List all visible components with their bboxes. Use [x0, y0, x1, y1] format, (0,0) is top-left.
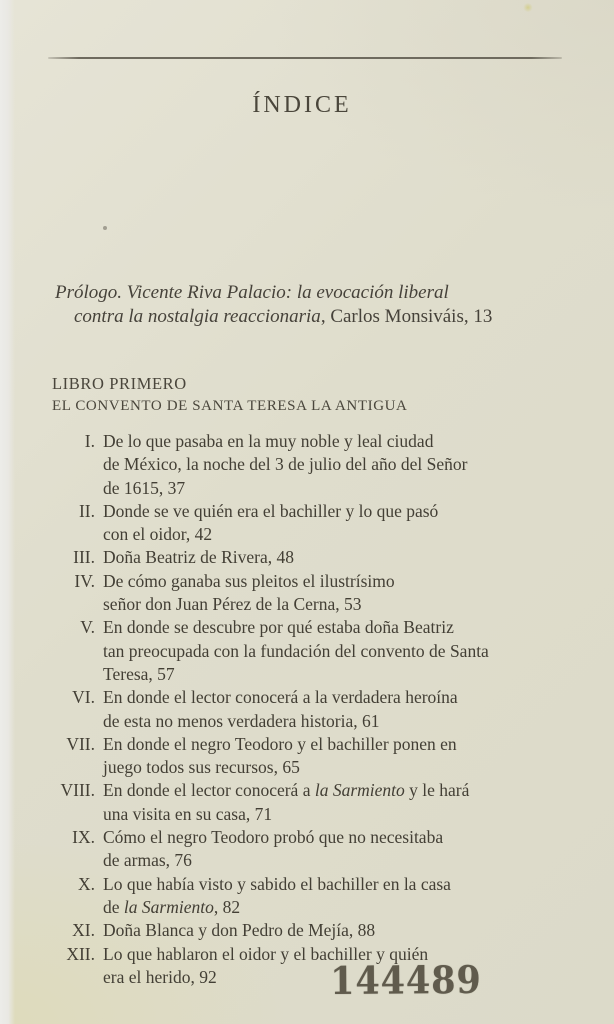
- chapter-lines: [103, 546, 580, 569]
- chapter-line: de la Sarmiento, 82: [103, 896, 241, 917]
- scan-edge-shadow: [0, 0, 15, 1024]
- toc-entry: [40, 546, 580, 569]
- toc-entry: [40, 570, 580, 617]
- chapter-lines: [103, 500, 580, 547]
- chapter-line: De cómo ganaba sus pleitos el ilustrísimo: [103, 570, 395, 591]
- chapter-lines: [103, 733, 580, 780]
- prologue-line: contra la nostalgia reaccionaria, Carlos Monsiváis, 13: [74, 305, 493, 327]
- chapter-numeral: IV.: [74, 570, 95, 591]
- book-label: LIBRO PRIMERO: [52, 374, 187, 393]
- chapter-numeral: VI.: [72, 687, 95, 708]
- chapter-list: [40, 430, 580, 989]
- chapter-line: Lo que había visto y sabido el bachiller en la casa: [103, 873, 451, 894]
- paper-speck-yellow: [523, 3, 533, 12]
- toc-entry: [40, 500, 580, 547]
- chapter-numeral: IX.: [72, 827, 95, 848]
- chapter-numeral: XII.: [66, 943, 95, 964]
- chapter-line: En donde el negro Teodoro y el bachiller ponen en: [103, 733, 457, 754]
- chapter-line: de armas, 76: [103, 850, 192, 871]
- chapter-numeral: VII.: [66, 733, 95, 754]
- chapter-line: tan preocupada con la fundación del convento de Santa: [103, 640, 489, 661]
- page-title: ÍNDICE: [252, 92, 352, 118]
- chapter-lines: [103, 826, 580, 873]
- chapter-lines: [103, 430, 580, 500]
- toc-entry: [40, 919, 580, 942]
- section-heading: [52, 372, 408, 419]
- chapter-line: Lo que hablaron el oidor y el bachiller y quién: [103, 943, 429, 964]
- chapter-line: juego todos sus recursos, 65: [103, 757, 300, 778]
- chapter-numeral: VIII.: [60, 780, 95, 801]
- chapter-line: una visita en su casa, 71: [103, 803, 273, 824]
- toc-entry: [40, 826, 580, 873]
- toc-entry: [40, 873, 580, 920]
- chapter-line: Donde se ve quién era el bachiller y lo que pasó: [103, 500, 439, 521]
- paper-speck-dust: [103, 226, 107, 230]
- chapter-line: de esta no menos verdadera historia, 61: [103, 710, 380, 731]
- book-title: EL CONVENTO DE SANTA TERESA LA ANTIGUA: [52, 398, 408, 415]
- chapter-lines: [103, 779, 580, 826]
- toc-entry: [40, 686, 580, 733]
- chapter-line: Teresa, 57: [103, 663, 175, 684]
- chapter-line: de 1615, 37: [103, 477, 186, 498]
- chapter-numeral: X.: [77, 873, 95, 894]
- chapter-lines: [103, 616, 580, 686]
- chapter-line: En donde el lector conocerá a la verdadera heroína: [103, 687, 458, 708]
- chapter-line: Cómo el negro Teodoro probó que no necesitaba: [103, 827, 444, 848]
- chapter-line: con el oidor, 42: [103, 524, 213, 545]
- chapter-numeral: II.: [78, 500, 95, 521]
- toc-entry: [40, 430, 580, 500]
- chapter-line: Doña Blanca y don Pedro de Mejía, 88: [103, 920, 376, 941]
- chapter-numeral: III.: [73, 547, 95, 568]
- toc-entry: [40, 733, 580, 780]
- toc-entry: [40, 616, 580, 686]
- chapter-lines: [103, 919, 580, 942]
- chapter-line: señor don Juan Pérez de la Cerna, 53: [103, 594, 362, 615]
- prologue-entry: [55, 281, 492, 328]
- chapter-line: De lo que pasaba en la muy noble y leal ciudad: [103, 431, 434, 451]
- library-stamp: 144489: [330, 956, 482, 1003]
- chapter-numeral: V.: [80, 617, 95, 638]
- chapter-line: Doña Beatriz de Rivera, 48: [103, 547, 294, 568]
- chapter-lines: [103, 686, 580, 733]
- toc-entry: [40, 779, 580, 826]
- chapter-line: era el herido, 92: [103, 966, 217, 987]
- prologue-line: Prólogo. Vicente Riva Palacio: la evocación liberal: [55, 282, 449, 303]
- chapter-lines: [103, 873, 580, 920]
- header-rule: [48, 57, 562, 59]
- chapter-line: de México, la noche del 3 de julio del año del Señor: [103, 454, 468, 475]
- toc-entry: [40, 943, 580, 990]
- chapter-line: En donde se descubre por qué estaba doña Beatriz: [103, 617, 454, 638]
- chapter-lines: [103, 570, 580, 617]
- chapter-numeral: I.: [84, 431, 95, 451]
- chapter-numeral: XI.: [72, 920, 95, 941]
- chapter-line: En donde el lector conocerá a la Sarmiento y le hará: [103, 780, 470, 801]
